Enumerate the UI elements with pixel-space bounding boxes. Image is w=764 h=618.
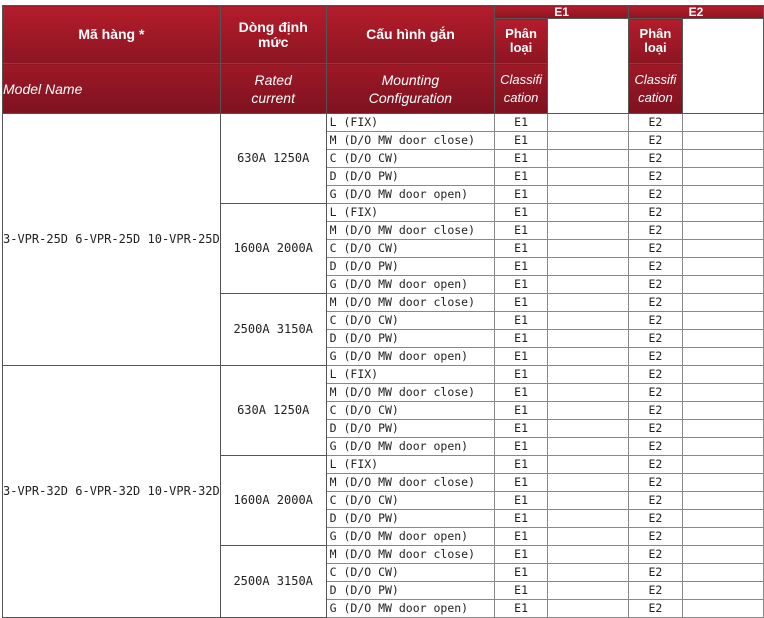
e1-blank-cell — [547, 114, 628, 132]
mounting-config-cell: M (D/O MW door close) — [326, 384, 495, 402]
e2-classification-cell: E2 — [628, 204, 682, 222]
model-name-cell: 3-VPR-25D 6-VPR-25D 10-VPR-25D — [3, 114, 221, 366]
e1-blank-cell — [547, 312, 628, 330]
e2-classification-cell: E2 — [628, 366, 682, 384]
e1-classification-cell: E1 — [495, 456, 548, 474]
e1-blank-cell — [547, 456, 628, 474]
e2-blank-cell — [682, 222, 763, 240]
e1-classification-cell: E1 — [495, 276, 548, 294]
e1-blank-cell — [547, 168, 628, 186]
e1-classification-cell: E1 — [495, 348, 548, 366]
e1-classification-cell: E1 — [495, 240, 548, 258]
e1-classification-cell: E1 — [495, 492, 548, 510]
e1-classification-cell: E1 — [495, 510, 548, 528]
mounting-config-cell: M (D/O MW door close) — [326, 546, 495, 564]
e1-classification-cell: E1 — [495, 312, 548, 330]
e2-blank-cell — [682, 348, 763, 366]
e2-classification-cell: E2 — [628, 294, 682, 312]
e2-blank-cell — [682, 600, 763, 618]
mounting-config-cell: C (D/O CW) — [326, 402, 495, 420]
model-name-cell: 3-VPR-32D 6-VPR-32D 10-VPR-32D — [3, 366, 221, 618]
header-config-vi: Cấu hình gắn — [326, 6, 495, 64]
e2-classification-cell: E2 — [628, 276, 682, 294]
mounting-config-cell: D (D/O PW) — [326, 582, 495, 600]
e2-blank-cell — [682, 240, 763, 258]
e1-blank-cell — [547, 582, 628, 600]
e2-classification-cell: E2 — [628, 510, 682, 528]
e2-blank-cell — [682, 204, 763, 222]
header-e1-class-en: Classifi cation — [495, 64, 548, 114]
header-rated-en: Rated current — [220, 64, 326, 114]
e1-classification-cell: E1 — [495, 420, 548, 438]
mounting-config-cell: C (D/O CW) — [326, 240, 495, 258]
e2-classification-cell: E2 — [628, 312, 682, 330]
e2-blank-cell — [682, 168, 763, 186]
e1-blank-cell — [547, 510, 628, 528]
e2-blank-cell — [682, 474, 763, 492]
e1-blank-cell — [547, 132, 628, 150]
classification-table — [2, 5, 764, 618]
e2-blank-cell — [682, 114, 763, 132]
e1-classification-cell: E1 — [495, 366, 548, 384]
e2-classification-cell: E2 — [628, 132, 682, 150]
e1-blank-cell — [547, 204, 628, 222]
e2-classification-cell: E2 — [628, 420, 682, 438]
e1-blank-cell — [547, 384, 628, 402]
e1-classification-cell: E1 — [495, 582, 548, 600]
e1-blank-cell — [547, 420, 628, 438]
e2-blank-cell — [682, 582, 763, 600]
mounting-config-cell: C (D/O CW) — [326, 150, 495, 168]
e2-classification-cell: E2 — [628, 492, 682, 510]
e2-blank-cell — [682, 402, 763, 420]
e2-blank-cell — [682, 258, 763, 276]
header-e2-class-en: Classifi cation — [628, 64, 682, 114]
e2-classification-cell: E2 — [628, 258, 682, 276]
e2-blank-cell — [682, 456, 763, 474]
mounting-config-cell: D (D/O PW) — [326, 258, 495, 276]
e1-blank-header — [547, 19, 628, 114]
mounting-config-cell: L (FIX) — [326, 366, 495, 384]
mounting-config-cell: D (D/O PW) — [326, 420, 495, 438]
e2-blank-header — [682, 19, 763, 114]
e1-classification-cell: E1 — [495, 114, 548, 132]
e2-classification-cell: E2 — [628, 240, 682, 258]
e1-classification-cell: E1 — [495, 258, 548, 276]
e1-classification-cell: E1 — [495, 186, 548, 204]
e2-classification-cell: E2 — [628, 168, 682, 186]
mounting-config-cell: D (D/O PW) — [326, 330, 495, 348]
e2-blank-cell — [682, 276, 763, 294]
e2-blank-cell — [682, 546, 763, 564]
e1-classification-cell: E1 — [495, 132, 548, 150]
e1-blank-cell — [547, 240, 628, 258]
e2-blank-cell — [682, 438, 763, 456]
mounting-config-cell: M (D/O MW door close) — [326, 474, 495, 492]
e1-blank-cell — [547, 222, 628, 240]
e2-classification-cell: E2 — [628, 528, 682, 546]
mounting-config-cell: G (D/O MW door open) — [326, 186, 495, 204]
e1-classification-cell: E1 — [495, 474, 548, 492]
e2-classification-cell: E2 — [628, 474, 682, 492]
e2-classification-cell: E2 — [628, 114, 682, 132]
e1-blank-cell — [547, 546, 628, 564]
rated-current-cell: 1600A 2000A — [220, 204, 326, 294]
e1-blank-cell — [547, 402, 628, 420]
e2-blank-cell — [682, 528, 763, 546]
mounting-config-cell: C (D/O CW) — [326, 492, 495, 510]
header-e2: E2 — [628, 6, 763, 19]
mounting-config-cell: M (D/O MW door close) — [326, 132, 495, 150]
e2-classification-cell: E2 — [628, 564, 682, 582]
e2-blank-cell — [682, 186, 763, 204]
mounting-config-cell: C (D/O CW) — [326, 564, 495, 582]
e1-classification-cell: E1 — [495, 384, 548, 402]
e1-classification-cell: E1 — [495, 438, 548, 456]
e2-blank-cell — [682, 150, 763, 168]
e1-classification-cell: E1 — [495, 330, 548, 348]
e2-blank-cell — [682, 330, 763, 348]
e2-blank-cell — [682, 384, 763, 402]
e1-blank-cell — [547, 258, 628, 276]
header-e1-class-vi: Phân loại — [495, 19, 548, 64]
e1-blank-cell — [547, 150, 628, 168]
mounting-config-cell: G (D/O MW door open) — [326, 528, 495, 546]
e1-classification-cell: E1 — [495, 528, 548, 546]
header-model-en: Model Name — [3, 64, 221, 114]
e2-blank-cell — [682, 366, 763, 384]
e1-classification-cell: E1 — [495, 204, 548, 222]
e2-classification-cell: E2 — [628, 582, 682, 600]
table-body — [3, 114, 764, 618]
e1-blank-cell — [547, 600, 628, 618]
table-row — [3, 366, 764, 384]
e2-blank-cell — [682, 312, 763, 330]
rated-current-cell: 630A 1250A — [220, 114, 326, 204]
e2-classification-cell: E2 — [628, 600, 682, 618]
mounting-config-cell: G (D/O MW door open) — [326, 348, 495, 366]
e2-classification-cell: E2 — [628, 546, 682, 564]
e1-classification-cell: E1 — [495, 168, 548, 186]
e2-blank-cell — [682, 564, 763, 582]
e1-classification-cell: E1 — [495, 564, 548, 582]
e1-blank-cell — [547, 330, 628, 348]
mounting-config-cell: M (D/O MW door close) — [326, 294, 495, 312]
table-row — [3, 114, 764, 132]
e2-classification-cell: E2 — [628, 402, 682, 420]
e1-blank-cell — [547, 348, 628, 366]
e1-blank-cell — [547, 528, 628, 546]
e1-blank-cell — [547, 186, 628, 204]
header-config-en: Mounting Configuration — [326, 64, 495, 114]
e1-blank-cell — [547, 438, 628, 456]
mounting-config-cell: L (FIX) — [326, 114, 495, 132]
e2-classification-cell: E2 — [628, 222, 682, 240]
mounting-config-cell: L (FIX) — [326, 204, 495, 222]
e1-blank-cell — [547, 564, 628, 582]
rated-current-cell: 630A 1250A — [220, 366, 326, 456]
e1-classification-cell: E1 — [495, 150, 548, 168]
mounting-config-cell: D (D/O PW) — [326, 168, 495, 186]
e2-classification-cell: E2 — [628, 150, 682, 168]
e2-blank-cell — [682, 510, 763, 528]
e2-classification-cell: E2 — [628, 384, 682, 402]
mounting-config-cell: M (D/O MW door close) — [326, 222, 495, 240]
rated-current-cell: 2500A 3150A — [220, 294, 326, 366]
e2-classification-cell: E2 — [628, 438, 682, 456]
rated-current-cell: 2500A 3150A — [220, 546, 326, 618]
e2-blank-cell — [682, 492, 763, 510]
e2-classification-cell: E2 — [628, 186, 682, 204]
e2-blank-cell — [682, 420, 763, 438]
header-rated-vi: Dòng định mức — [220, 6, 326, 64]
e1-blank-cell — [547, 492, 628, 510]
mounting-config-cell: C (D/O CW) — [326, 312, 495, 330]
e1-blank-cell — [547, 366, 628, 384]
rated-current-cell: 1600A 2000A — [220, 456, 326, 546]
header-e1: E1 — [495, 6, 629, 19]
mounting-config-cell: L (FIX) — [326, 456, 495, 474]
header-e2-class-vi: Phân loại — [628, 19, 682, 64]
e2-classification-cell: E2 — [628, 456, 682, 474]
e2-classification-cell: E2 — [628, 348, 682, 366]
e1-classification-cell: E1 — [495, 402, 548, 420]
mounting-config-cell: G (D/O MW door open) — [326, 600, 495, 618]
e1-classification-cell: E1 — [495, 294, 548, 312]
e1-classification-cell: E1 — [495, 222, 548, 240]
e2-blank-cell — [682, 294, 763, 312]
e2-blank-cell — [682, 132, 763, 150]
e1-blank-cell — [547, 474, 628, 492]
e1-blank-cell — [547, 294, 628, 312]
mounting-config-cell: G (D/O MW door open) — [326, 276, 495, 294]
mounting-config-cell: G (D/O MW door open) — [326, 438, 495, 456]
e1-classification-cell: E1 — [495, 600, 548, 618]
header-model-vi: Mã hàng * — [3, 6, 221, 64]
e1-classification-cell: E1 — [495, 546, 548, 564]
mounting-config-cell: D (D/O PW) — [326, 510, 495, 528]
e2-classification-cell: E2 — [628, 330, 682, 348]
e1-blank-cell — [547, 276, 628, 294]
